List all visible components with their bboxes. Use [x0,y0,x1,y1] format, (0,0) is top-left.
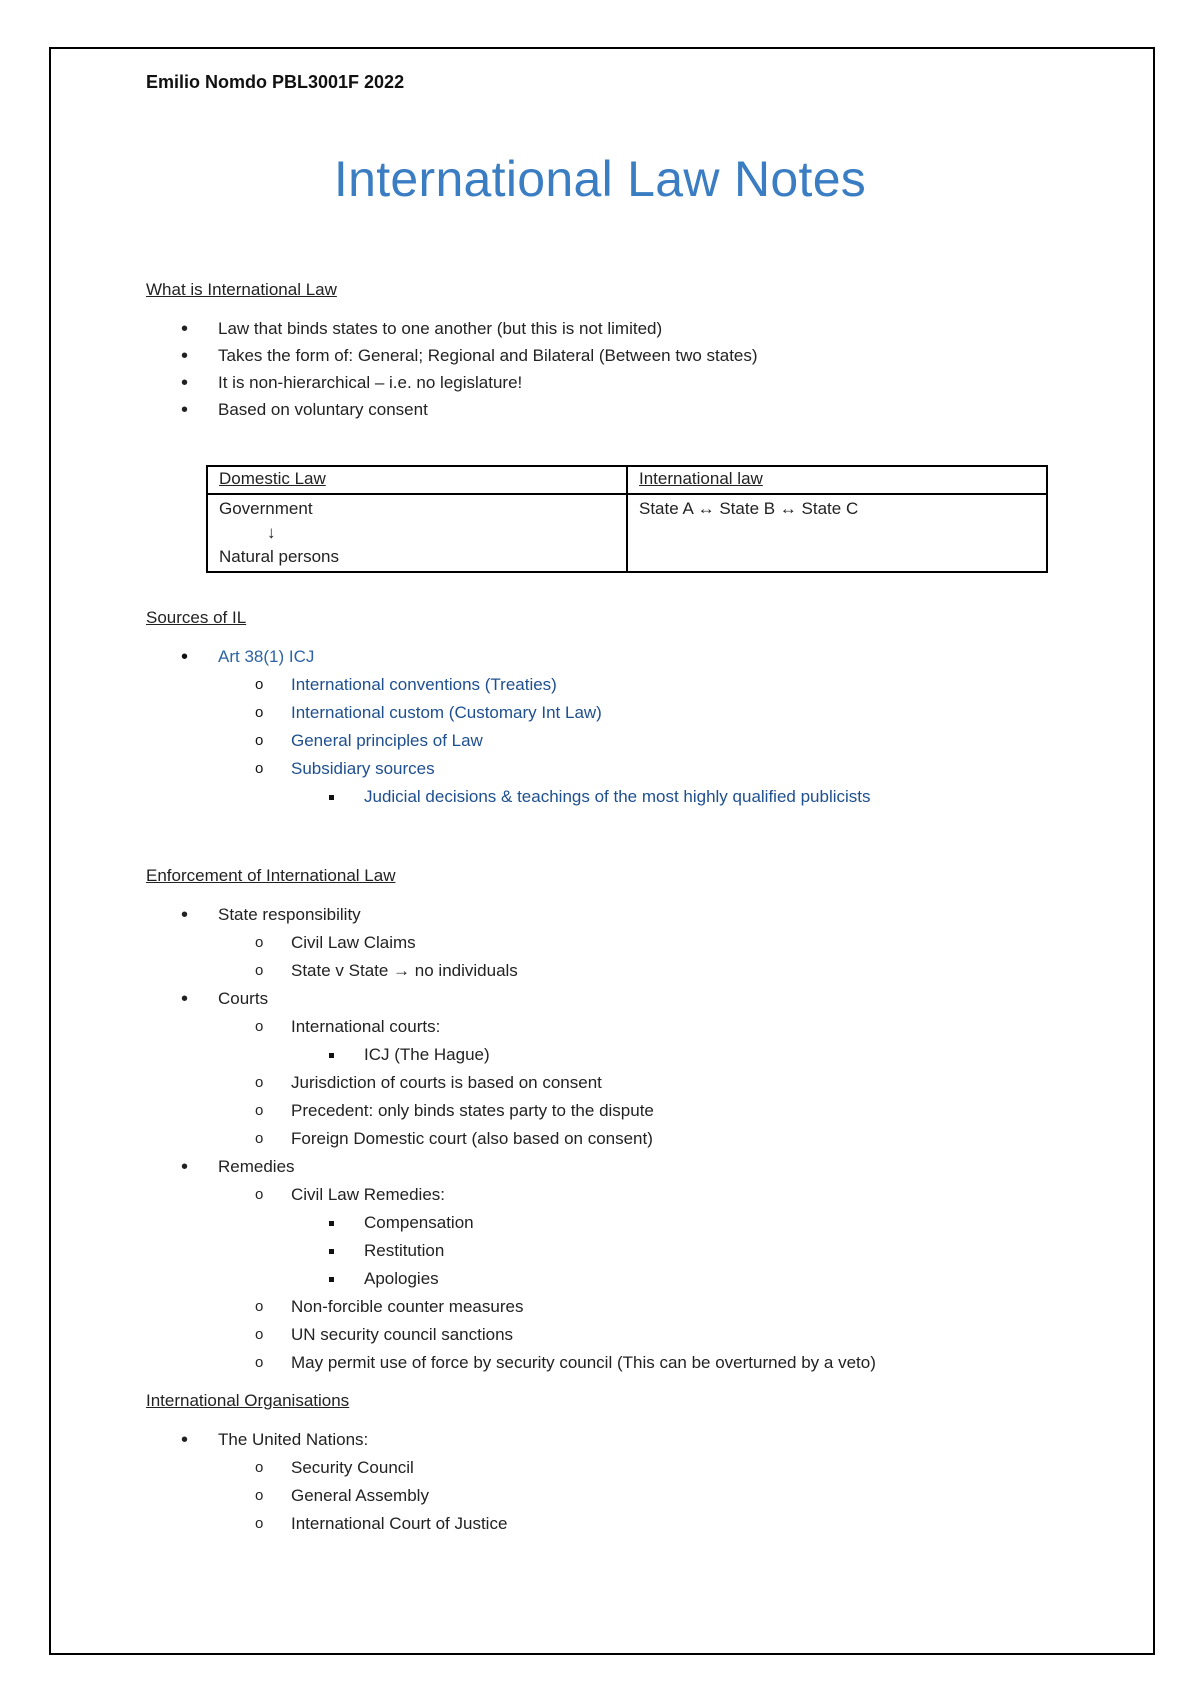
bullet-marker: • [181,1429,189,1451]
list-item: o International courts: [255,1017,441,1036]
list-item: o May permit use of force by security council (This can be overturned by a veto) [255,1353,876,1372]
circle-marker: o [255,1102,264,1119]
domestic-natural-persons: Natural persons [219,547,340,566]
list-item: o Security Council [255,1458,414,1477]
circle-marker: o [255,1130,264,1147]
international-cell [627,494,1047,572]
heading-sources: Sources of IL [146,608,247,627]
document-title: International Law Notes [333,151,867,207]
list-item: • Art 38(1) ICJ [181,646,315,668]
international-states: State A ↔ State B ↔ State C [639,499,859,518]
arrow-down-icon: ↓ [267,523,276,542]
list-item: o General Assembly [255,1486,429,1505]
list-item: • Courts [181,988,269,1010]
circle-marker: o [255,1326,264,1343]
circle-marker: o [255,760,264,777]
circle-marker: o [255,1186,264,1203]
domestic-government: Government [219,499,313,518]
header-international-law: International law [627,466,1047,494]
square-marker [329,1221,334,1226]
list-item: o UN security council sanctions [255,1325,514,1344]
list-item: Apologies [364,1269,439,1289]
bullet-marker: • [181,372,189,394]
circle-marker: o [255,962,264,979]
list-item: o Civil Law Claims [255,933,416,952]
list-item: • It is non-hierarchical – i.e. no legislature! [181,372,523,394]
circle-marker: o [255,1354,264,1371]
author-line: Emilio Nomdo PBL3001F 2022 [146,72,405,92]
circle-marker: o [255,676,264,693]
list-item: o State v State → no individuals [255,961,518,980]
bullet-marker: • [181,646,189,668]
table-row [207,494,1047,572]
list-item: o Jurisdiction of courts is based on consent [255,1073,602,1092]
list-item: Compensation [364,1213,474,1233]
circle-marker: o [255,934,264,951]
circle-marker: o [255,704,264,721]
circle-marker: o [255,1298,264,1315]
comparison-table [206,465,1048,573]
bullet-marker: • [181,1156,189,1178]
bullet-marker: • [181,988,189,1010]
list-item: Judicial decisions & teachings of the most highly qualified publicists [364,787,871,807]
list-item: o Non-forcible counter measures [255,1297,524,1316]
circle-marker: o [255,1515,264,1532]
list-item: • State responsibility [181,904,361,926]
list-item: o International conventions (Treaties) [255,675,557,694]
list-item: o International custom (Customary Int Law) [255,703,602,722]
list-item: o Civil Law Remedies: [255,1185,445,1204]
list-item: o Precedent: only binds states party to the dispute [255,1101,654,1120]
circle-marker: o [255,1074,264,1091]
square-marker [329,1277,334,1282]
domestic-cell [207,494,627,572]
square-marker [329,1053,334,1058]
circle-marker: o [255,1487,264,1504]
heading-organisations: International Organisations [146,1391,350,1410]
list-item: o General principles of Law [255,731,483,750]
heading-enforcement: Enforcement of International Law [146,866,396,885]
list-item: o International Court of Justice [255,1514,508,1533]
list-item: • Based on voluntary consent [181,399,428,421]
list-item: ICJ (The Hague) [364,1045,490,1065]
heading-what-is-il: What is International Law [146,280,337,299]
list-item: • The United Nations: [181,1429,369,1451]
list-item: • Remedies [181,1156,295,1178]
list-item: o Foreign Domestic court (also based on consent) [255,1129,653,1148]
circle-marker: o [255,1459,264,1476]
square-marker [329,795,334,800]
bullet-marker: • [181,345,189,367]
header-domestic-law: Domestic Law [207,466,627,494]
circle-marker: o [255,732,264,749]
circle-marker: o [255,1018,264,1035]
table-header-row [207,466,1047,494]
list-item: • Takes the form of: General; Regional and Bilateral (Between two states) [181,345,758,367]
list-item: Restitution [364,1241,444,1261]
bullet-marker: • [181,904,189,926]
list-item: • Law that binds states to one another (but this is not limited) [181,318,663,340]
bullet-marker: • [181,399,189,421]
list-item: o Subsidiary sources [255,759,435,778]
square-marker [329,1249,334,1254]
bullet-marker: • [181,318,189,340]
